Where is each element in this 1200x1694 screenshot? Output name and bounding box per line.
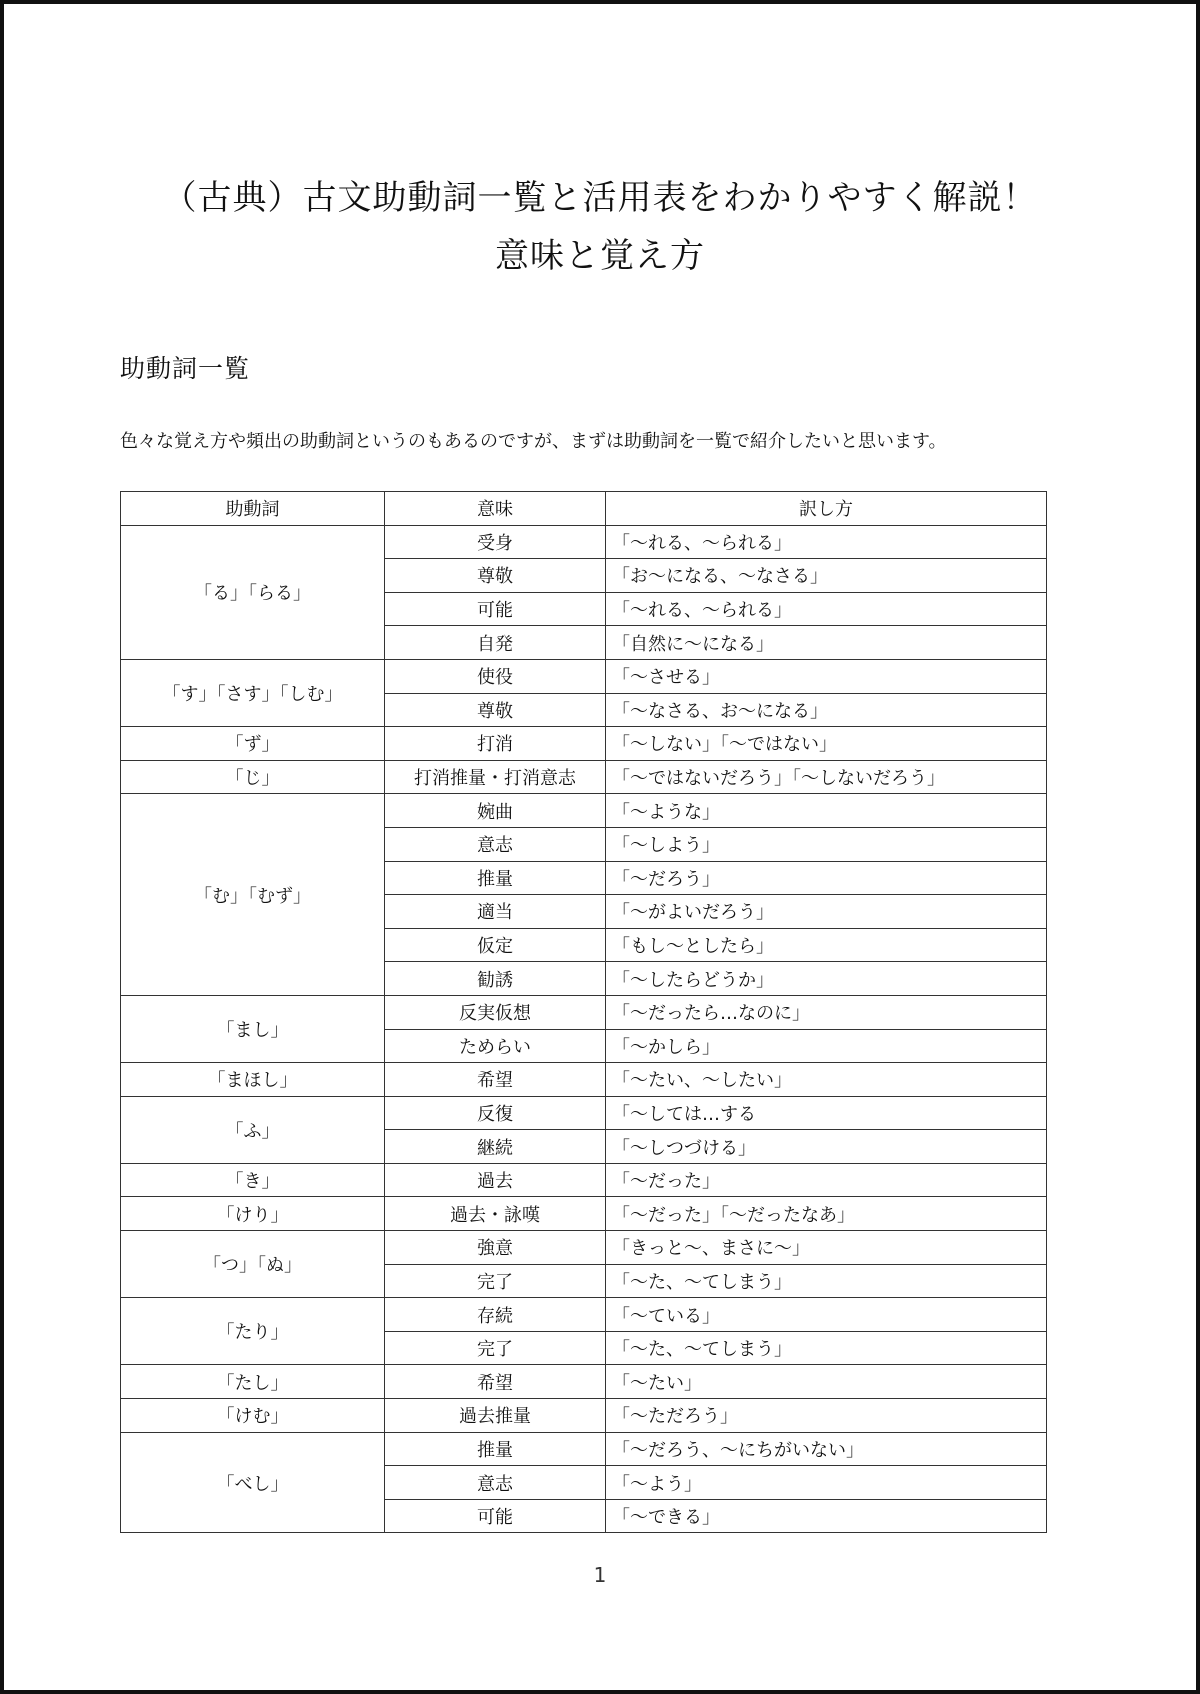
translation-cell: 「もし～としたら」	[606, 928, 1047, 962]
translation-cell: 「～しつづける」	[606, 1130, 1047, 1164]
translation-cell: 「～た、～てしまう」	[606, 1331, 1047, 1365]
page-title-line-2: 意味と覚え方	[495, 236, 705, 276]
meaning-cell: 可能	[385, 1499, 606, 1533]
translation-cell: 「～れる、～られる」	[606, 592, 1047, 626]
translation-cell: 「～だったら…なのに」	[606, 995, 1047, 1029]
table-header-row	[121, 492, 1047, 526]
translation-cell: 「～がよいだろう」	[606, 895, 1047, 929]
meaning-cell: 過去推量	[385, 1399, 606, 1433]
translation-cell: 「自然に～になる」	[606, 626, 1047, 660]
meaning-cell: 完了	[385, 1331, 606, 1365]
translation-cell: 「～だろう、～にちがいない」	[606, 1432, 1047, 1466]
auxiliary-verb-cell: 「ず」	[121, 727, 385, 761]
translation-cell: 「～させる」	[606, 659, 1047, 693]
meaning-cell: 推量	[385, 1432, 606, 1466]
meaning-cell: 勧誘	[385, 962, 606, 996]
meaning-cell: 反復	[385, 1096, 606, 1130]
auxiliary-verb-table	[120, 491, 1047, 1533]
meaning-cell: 過去	[385, 1163, 606, 1197]
meaning-cell: 婉曲	[385, 794, 606, 828]
translation-cell: 「～たい」	[606, 1365, 1047, 1399]
auxiliary-verb-cell: 「まほし」	[121, 1063, 385, 1097]
meaning-cell: 使役	[385, 659, 606, 693]
table-row	[121, 1063, 1047, 1097]
translation-cell: 「～しよう」	[606, 827, 1047, 861]
translation-cell: 「～なさる、お～になる」	[606, 693, 1047, 727]
table-row	[121, 525, 1047, 559]
auxiliary-verb-cell: 「き」	[121, 1163, 385, 1197]
translation-cell: 「～しては…する	[606, 1096, 1047, 1130]
auxiliary-verb-cell: 「けり」	[121, 1197, 385, 1231]
header-auxiliary-verb: 助動詞	[121, 492, 385, 526]
meaning-cell: 希望	[385, 1365, 606, 1399]
meaning-cell: 完了	[385, 1264, 606, 1298]
table-row	[121, 1399, 1047, 1433]
translation-cell: 「～ではないだろう」「～しないだろう」	[606, 760, 1047, 794]
meaning-cell: 存続	[385, 1298, 606, 1332]
table-row	[121, 760, 1047, 794]
meaning-cell: 反実仮想	[385, 995, 606, 1029]
translation-cell: 「～ている」	[606, 1298, 1047, 1332]
auxiliary-verb-cell: 「けむ」	[121, 1399, 385, 1433]
meaning-cell: 希望	[385, 1063, 606, 1097]
table-body	[121, 525, 1047, 1533]
auxiliary-verb-cell: 「べし」	[121, 1432, 385, 1533]
meaning-cell: 自発	[385, 626, 606, 660]
table-row	[121, 1298, 1047, 1332]
meaning-cell: 打消推量・打消意志	[385, 760, 606, 794]
table-row	[121, 1365, 1047, 1399]
meaning-cell: ためらい	[385, 1029, 606, 1063]
meaning-cell: 意志	[385, 827, 606, 861]
section-heading: 助動詞一覧	[120, 354, 251, 383]
translation-cell: 「～だろう」	[606, 861, 1047, 895]
page-title-line-1: （古典）古文助動詞一覧と活用表をわかりやすく解説！	[162, 178, 1038, 218]
auxiliary-verb-cell: 「まし」	[121, 995, 385, 1062]
translation-cell: 「～ような」	[606, 794, 1047, 828]
table-row	[121, 794, 1047, 828]
page-title	[4, 169, 1196, 285]
meaning-cell: 受身	[385, 525, 606, 559]
table-row	[121, 659, 1047, 693]
meaning-cell: 尊敬	[385, 693, 606, 727]
page-number: 1	[593, 1563, 607, 1587]
translation-cell: 「～ただろう」	[606, 1399, 1047, 1433]
auxiliary-verb-cell: 「たり」	[121, 1298, 385, 1365]
auxiliary-verb-cell: 「す」「さす」「しむ」	[121, 659, 385, 726]
table-row	[121, 995, 1047, 1029]
table-row	[121, 1432, 1047, 1466]
auxiliary-verb-cell: 「ふ」	[121, 1096, 385, 1163]
header-translation: 訳し方	[606, 492, 1047, 526]
translation-cell: 「～だった」	[606, 1163, 1047, 1197]
auxiliary-verb-cell: 「じ」	[121, 760, 385, 794]
meaning-cell: 仮定	[385, 928, 606, 962]
auxiliary-verb-cell: 「る」「らる」	[121, 525, 385, 659]
table-row	[121, 1197, 1047, 1231]
table-row	[121, 1096, 1047, 1130]
translation-cell: 「～だった」「～だったなあ」	[606, 1197, 1047, 1231]
translation-cell: 「～たい、～したい」	[606, 1063, 1047, 1097]
translation-cell: 「～しない」「～ではない」	[606, 727, 1047, 761]
table-row	[121, 1231, 1047, 1265]
auxiliary-verb-cell: 「む」「むず」	[121, 794, 385, 996]
translation-cell: 「きっと～、まさに～」	[606, 1231, 1047, 1265]
header-meaning: 意味	[385, 492, 606, 526]
translation-cell: 「お～になる、～なさる」	[606, 559, 1047, 593]
meaning-cell: 尊敬	[385, 559, 606, 593]
table-row	[121, 727, 1047, 761]
meaning-cell: 継続	[385, 1130, 606, 1164]
table-row	[121, 1163, 1047, 1197]
meaning-cell: 推量	[385, 861, 606, 895]
meaning-cell: 可能	[385, 592, 606, 626]
translation-cell: 「～よう」	[606, 1466, 1047, 1500]
meaning-cell: 適当	[385, 895, 606, 929]
intro-paragraph: 色々な覚え方や頻出の助動詞というのもあるのですが、まずは助動詞を一覧で紹介したいと思います。	[120, 431, 947, 452]
translation-cell: 「～れる、～られる」	[606, 525, 1047, 559]
meaning-cell: 打消	[385, 727, 606, 761]
meaning-cell: 強意	[385, 1231, 606, 1265]
auxiliary-verb-cell: 「つ」「ぬ」	[121, 1231, 385, 1298]
translation-cell: 「～た、～てしまう」	[606, 1264, 1047, 1298]
translation-cell: 「～できる」	[606, 1499, 1047, 1533]
translation-cell: 「～かしら」	[606, 1029, 1047, 1063]
translation-cell: 「～したらどうか」	[606, 962, 1047, 996]
meaning-cell: 意志	[385, 1466, 606, 1500]
auxiliary-verb-cell: 「たし」	[121, 1365, 385, 1399]
meaning-cell: 過去・詠嘆	[385, 1197, 606, 1231]
